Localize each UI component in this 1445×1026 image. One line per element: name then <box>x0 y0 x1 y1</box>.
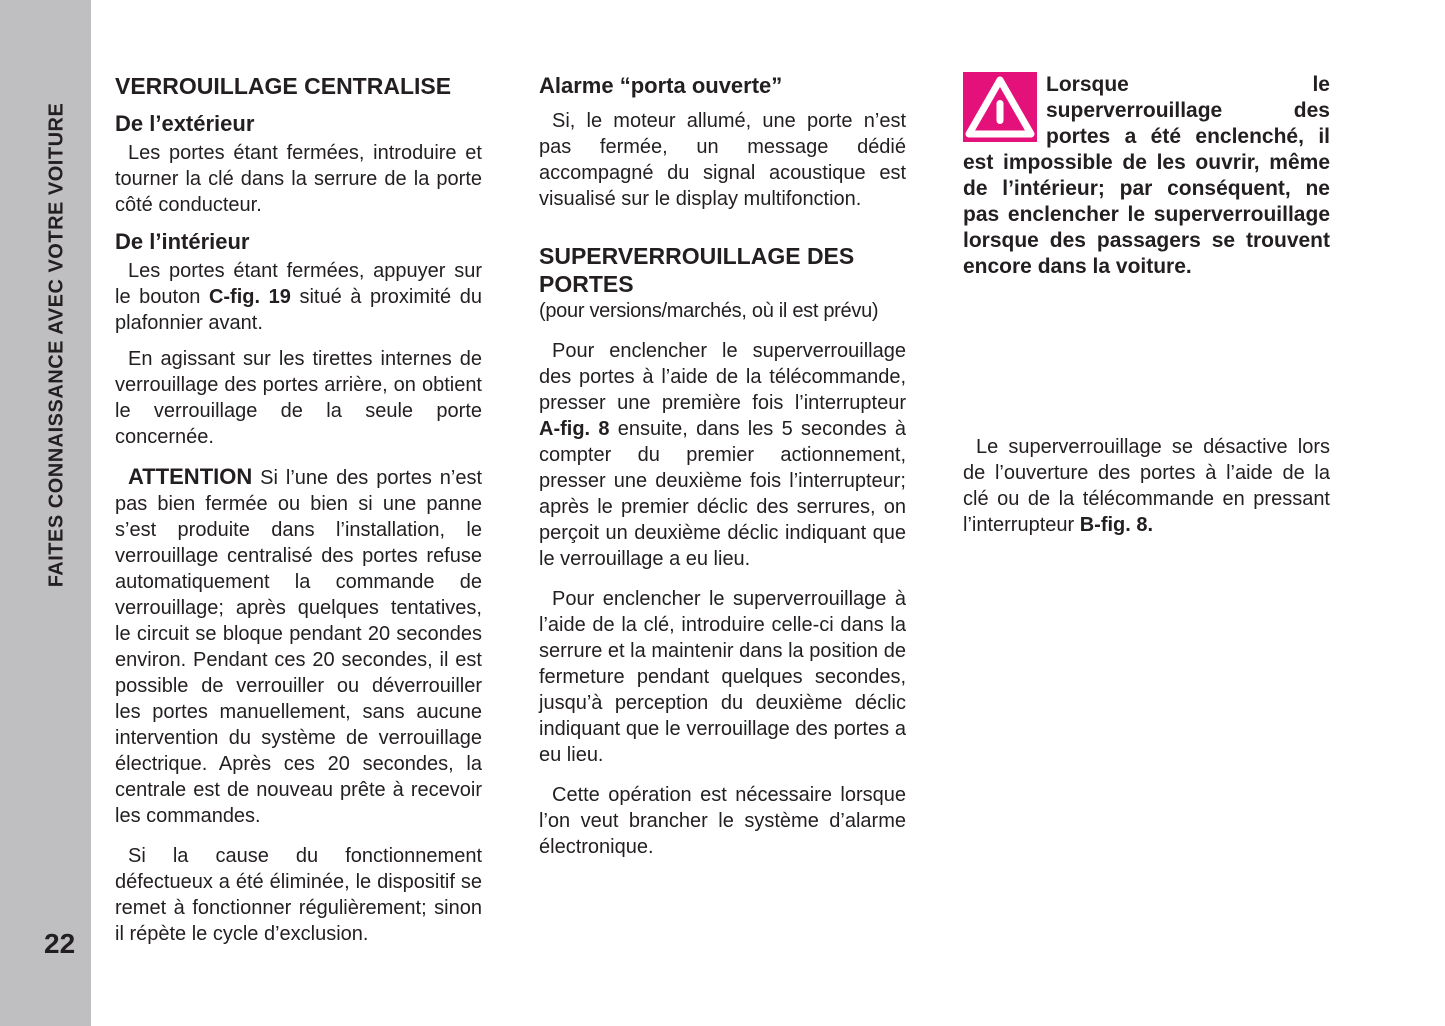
warning-triangle-icon <box>963 72 1037 142</box>
page-number: 22 <box>44 928 76 959</box>
paragraph: Si, le moteur allumé, une porte n’est pas fermée, un message dédié accompagné du signal acoustique est visualisé sur le display multifonction. <box>539 110 906 210</box>
paragraph <box>963 434 1330 538</box>
paragraph <box>539 338 906 572</box>
warning-text: Lorsque le superverrouillage des portes a été enclenché, il est impossible de les ouvrir, même de l’intérieur; par conséquent, ne pas enclencher le superverrouillage lorsque des passagers se trouvent encore dans la voiture. <box>963 73 1330 278</box>
heading-deadlocking: SUPERVERROUILLAGE DES PORTES <box>539 243 855 297</box>
figure-ref: A-fig. 8 <box>539 418 610 440</box>
column-1 <box>115 72 482 957</box>
text: Pour enclencher le superverrouillage des portes à l’aide de la télécommande, presser une première fois l’interrupteur <box>539 340 906 414</box>
warning-box <box>963 72 1330 280</box>
column-3 <box>963 72 1330 548</box>
section-title: FAITES CONNAISSANCE AVEC VOTRE VOITURE <box>45 102 68 588</box>
paragraph-attention <box>115 464 482 829</box>
sidebar <box>0 0 91 1026</box>
paragraph: En agissant sur les tirettes internes de verrouillage des portes arrière, on obtient le verrouillage de la seule porte concernée. <box>115 348 482 448</box>
paragraph: Les portes étant fermées, introduire et tourner la clé dans la serrure de la porte côté conducteur. <box>115 142 482 216</box>
text: Le superverrouillage se désactive lors de l’ouverture des portes à l’aide de la clé ou de la télécommande en pressant l’interrupteur <box>963 436 1330 536</box>
text: situé à proximité du plafonnier avant. <box>115 286 482 334</box>
paragraph: Cette opération est nécessaire lorsque l’on veut brancher le système d’alarme électronique. <box>539 784 906 858</box>
text: ensuite, dans les 5 secondes à compter du premier actionnement, presser une deuxième fois l’interrupteur; après le premier déclic des serrures, on perçoit un deuxième déclic indiquant que le verrouillage a eu lieu. <box>539 418 906 570</box>
column-2 <box>539 72 906 870</box>
heading-door-alarm: Alarme “porta ouverte” <box>539 73 783 98</box>
subheading-exterior: De l’extérieur <box>115 111 255 136</box>
text: Les portes étant fermées, appuyer sur le bouton <box>115 260 482 308</box>
figure-ref: C-fig. 19 <box>208 286 291 308</box>
paragraph: Si la cause du fonctionnement défectueux a été éliminée, le dispositif se remet à fonctionner régulièrement; sinon il répète le cycle d’exclusion. <box>115 845 482 945</box>
subheading-interior: De l’intérieur <box>115 229 250 254</box>
text: Si l’une des portes n’est pas bien fermée ou bien si une panne s’est produite dans l’installation, le verrouillage centralisé des portes refuse automatiquement la commande de verrouillage; après quelques tentatives, le circuit se bloque pendant 20 secondes environ. Pendant ces 20 secondes, il est possible de verrouiller ou déverrouiller les portes manuellement, sans aucune intervention du système de verrouillage électrique. Après ces 20 secondes, la centrale est de nouveau prête à recevoir les commandes. <box>115 467 482 827</box>
attention-label: ATTENTION <box>128 464 253 489</box>
paragraph: Pour enclencher le superverrouillage à l’aide de la clé, introduire celle-ci dans la serrure et la maintenir dans la position de fermeture pendant quelques secondes, jusqu’à perception du deuxième déclic indiquant que le verrouillage des portes a eu lieu. <box>539 588 906 766</box>
subheading-versions: (pour versions/marchés, où il est prévu) <box>539 300 879 322</box>
paragraph <box>115 258 482 336</box>
heading-central-locking: VERROUILLAGE CENTRALISE <box>115 73 452 99</box>
figure-ref: B-fig. 8. <box>1079 514 1154 536</box>
